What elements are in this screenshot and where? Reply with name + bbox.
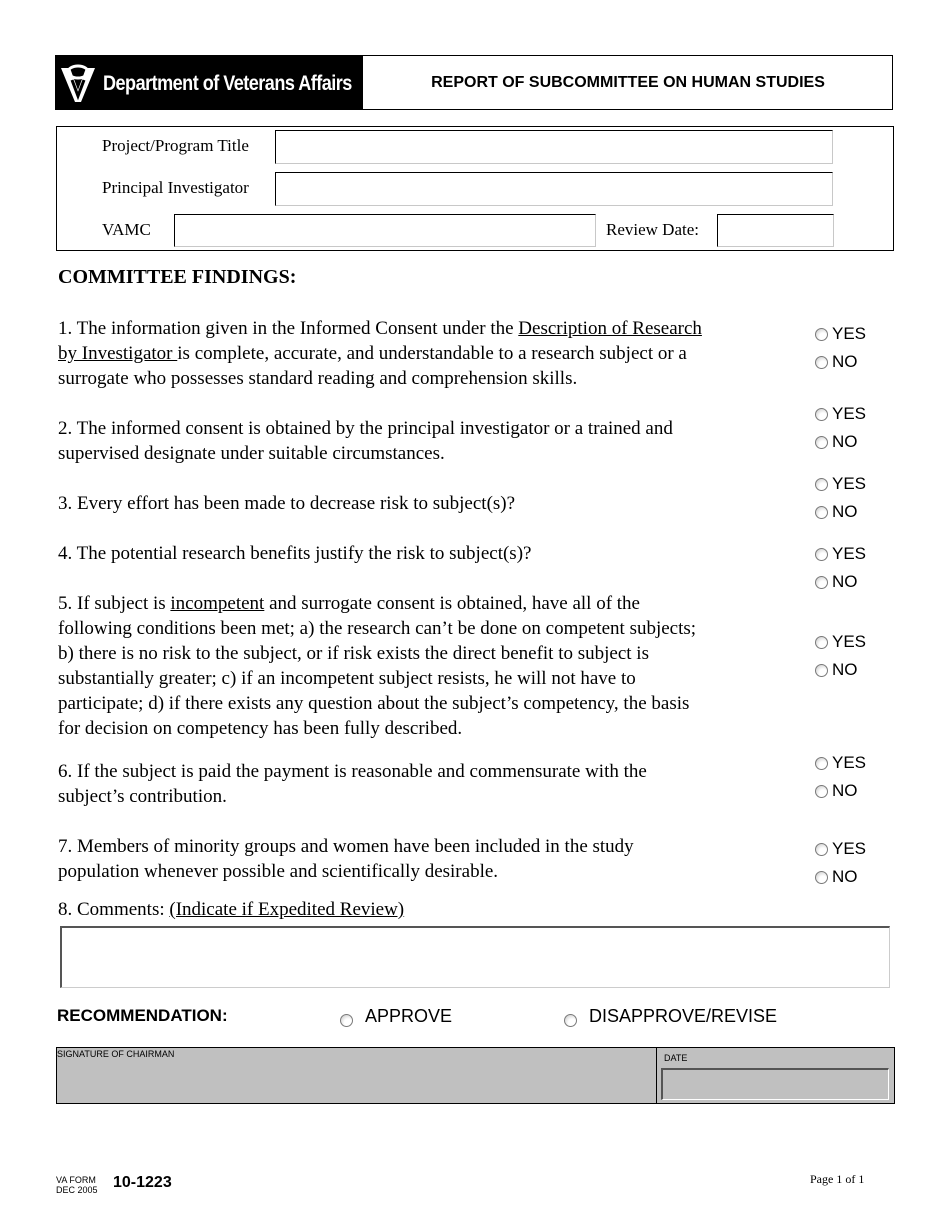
q1-line1: 1. The information given in the Informed Consent under the xyxy=(58,318,519,339)
vamc-label: VAMC xyxy=(102,220,151,239)
comments-label: 8. Comments: xyxy=(58,899,170,920)
q1-line2: is complete, accurate, and understandable to a research subject or a xyxy=(177,343,687,364)
disapprove-option[interactable] xyxy=(564,1006,777,1027)
q5-line1: 5. If subject is xyxy=(58,593,171,614)
yes-label: YES xyxy=(832,753,867,772)
form-id-block xyxy=(56,1175,98,1195)
question-6 xyxy=(58,759,647,809)
yes-label: YES xyxy=(832,474,867,493)
yes-label: YES xyxy=(832,632,867,651)
q5-line2: following conditions been met; a) the research can’t be done on competent subjects; xyxy=(58,618,697,639)
no-label: NO xyxy=(832,660,858,679)
project-title-field[interactable] xyxy=(275,130,833,164)
q1-line3: surrogate who possesses standard reading and comprehension skills. xyxy=(58,368,578,389)
q3-no-radio[interactable] xyxy=(815,506,828,519)
q2-no-radio[interactable] xyxy=(815,436,828,449)
q2-line1: 2. The informed consent is obtained by the principal investigator or a trained and xyxy=(58,418,673,439)
date-label: DATE xyxy=(664,1053,688,1063)
approve-label: APPROVE xyxy=(365,1006,453,1026)
approve-option[interactable] xyxy=(340,1006,452,1027)
q1-no-option[interactable] xyxy=(815,352,858,372)
q6-line1: 6. If the subject is paid the payment is reasonable and commensurate with the xyxy=(58,761,647,782)
question-3 xyxy=(58,491,515,516)
signature-chairman-label: SIGNATURE OF CHAIRMAN xyxy=(57,1049,175,1059)
question-4 xyxy=(58,541,531,566)
form-date: DEC 2005 xyxy=(56,1185,98,1195)
question-5 xyxy=(58,591,696,741)
q5-no-option[interactable] xyxy=(815,660,858,680)
q1-yes-option[interactable] xyxy=(815,324,866,344)
q7-yes-radio[interactable] xyxy=(815,843,828,856)
project-title-label: Project/Program Title xyxy=(102,136,249,155)
q7-no-option[interactable] xyxy=(815,867,858,887)
by-investigator-link: by Investigator xyxy=(58,343,178,364)
q4-no-radio[interactable] xyxy=(815,576,828,589)
no-label: NO xyxy=(832,867,858,886)
form-title: REPORT OF SUBCOMMITTEE ON HUMAN STUDIES xyxy=(431,73,825,91)
comments-textarea[interactable] xyxy=(60,926,890,988)
q5-line1-post: and surrogate consent is obtained, have all of the xyxy=(264,593,640,614)
q2-line2: supervised designate under suitable circumstances. xyxy=(58,443,445,464)
q3-yes-option[interactable] xyxy=(815,474,866,494)
logo-text: Department of Veterans Affairs xyxy=(103,72,352,95)
review-date-field[interactable] xyxy=(717,214,834,247)
va-form-label: VA FORM xyxy=(56,1175,96,1185)
disapprove-label: DISAPPROVE/REVISE xyxy=(589,1006,778,1026)
question-7 xyxy=(58,834,634,884)
form-number: 10-1223 xyxy=(113,1174,172,1191)
q2-yes-option[interactable] xyxy=(815,404,866,424)
yes-label: YES xyxy=(832,404,867,423)
q5-no-radio[interactable] xyxy=(815,664,828,677)
q1-yes-radio[interactable] xyxy=(815,328,828,341)
q4-yes-option[interactable] xyxy=(815,544,866,564)
recommendation-label: RECOMMENDATION: xyxy=(57,1006,228,1025)
yes-label: YES xyxy=(832,324,867,343)
va-seal-icon xyxy=(58,60,100,106)
q3-no-option[interactable] xyxy=(815,502,858,522)
q5-line3: b) there is no risk to the subject, or if risk exists the direct benefit to subject is xyxy=(58,643,649,664)
q7-yes-option[interactable] xyxy=(815,839,866,859)
incompetent-link: incompetent xyxy=(170,593,265,614)
q7-no-radio[interactable] xyxy=(815,871,828,884)
q6-yes-option[interactable] xyxy=(815,753,866,773)
q6-no-radio[interactable] xyxy=(815,785,828,798)
principal-investigator-label: Principal Investigator xyxy=(102,178,249,197)
q4-line1: 4. The potential research benefits justify the risk to subject(s)? xyxy=(58,543,532,564)
disapprove-radio[interactable] xyxy=(564,1014,577,1027)
no-label: NO xyxy=(832,781,858,800)
q6-line2: subject’s contribution. xyxy=(58,786,227,807)
q5-yes-option[interactable] xyxy=(815,632,866,652)
question-8 xyxy=(58,897,404,922)
yes-label: YES xyxy=(832,839,867,858)
question-2 xyxy=(58,416,673,466)
no-label: NO xyxy=(832,572,858,591)
question-1 xyxy=(58,316,702,391)
signature-divider xyxy=(656,1047,657,1104)
q3-line1: 3. Every effort has been made to decrease risk to subject(s)? xyxy=(58,493,516,514)
no-label: NO xyxy=(832,352,858,371)
q5-line6: for decision on competency has been fully described. xyxy=(58,718,463,739)
review-date-label: Review Date: xyxy=(606,220,699,239)
page-number: Page 1 of 1 xyxy=(810,1172,865,1186)
q6-yes-radio[interactable] xyxy=(815,757,828,770)
q4-yes-radio[interactable] xyxy=(815,548,828,561)
expedited-review-note: (Indicate if Expedited Review) xyxy=(169,899,405,920)
q5-line5: participate; d) if there exists any question about the subject’s competency, the basis xyxy=(58,693,690,714)
q1-no-radio[interactable] xyxy=(815,356,828,369)
no-label: NO xyxy=(832,502,858,521)
q7-line2: population whenever possible and scientifically desirable. xyxy=(58,861,499,882)
vamc-field[interactable] xyxy=(174,214,596,247)
q6-no-option[interactable] xyxy=(815,781,858,801)
approve-radio[interactable] xyxy=(340,1014,353,1027)
q5-line4: substantially greater; c) if an incompetent subject resists, he will not have to xyxy=(58,668,636,689)
q7-line1: 7. Members of minority groups and women have been included in the study xyxy=(58,836,634,857)
q2-no-option[interactable] xyxy=(815,432,858,452)
principal-investigator-field[interactable] xyxy=(275,172,833,206)
committee-findings-heading: COMMITTEE FINDINGS: xyxy=(58,266,297,288)
yes-label: YES xyxy=(832,544,867,563)
q3-yes-radio[interactable] xyxy=(815,478,828,491)
no-label: NO xyxy=(832,432,858,451)
signature-date-field[interactable] xyxy=(661,1068,889,1100)
q5-yes-radio[interactable] xyxy=(815,636,828,649)
q4-no-option[interactable] xyxy=(815,572,858,592)
q2-yes-radio[interactable] xyxy=(815,408,828,421)
description-of-research-link: Description of Research xyxy=(518,318,702,339)
